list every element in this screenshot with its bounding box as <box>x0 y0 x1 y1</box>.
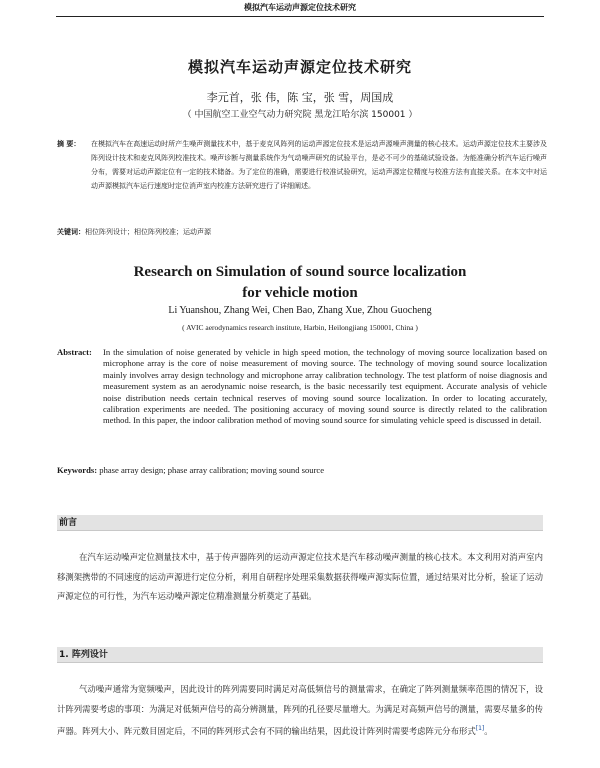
section-heading-intro: 前言 <box>57 515 543 531</box>
title-english <box>0 262 600 304</box>
abstract-chinese-label: 摘 要： <box>57 140 81 148</box>
affiliation-english: ( AVIC aerodynamics research institute, Harbin, Heilongjiang 150001, China ) <box>182 323 418 332</box>
section-heading-array-design: 1. 阵列设计 <box>57 647 543 663</box>
keywords-english-label: Keywords: <box>57 465 98 475</box>
citation-link[interactable]: [1] <box>475 725 485 732</box>
authors-english: Li Yuanshou, Zhang Wei, Chen Bao, Zhang Xue, Zhou Guocheng <box>168 305 432 316</box>
keywords-chinese-label: 关键词： <box>57 228 85 236</box>
abstract-chinese-text: 在模拟汽车在高速运动时所产生噪声测量技术中，基于麦克风阵列的运动声源定位技术是运动声源噪声测量的核心技术。运动声源定位技术主要涉及阵列设计技术和麦克风阵列校准技术。噪声诊断与测量系统作为气动噪声研究的试验平台，是必不可少的基础试验设备。为能准确分析汽车运行噪声分布，需要对运动声源定位有一定的技术储备。为了定位的准确，需要进行校准试验研究，运动声源定位精度与校准方法有直接关系。在本文中对运动声源模拟汽车运行速度时定位消声室内校准方法研究进行了详细阐述。 <box>91 140 547 190</box>
keywords-chinese <box>57 226 547 238</box>
authors-chinese: 李元首，张 伟，陈 宝，张 雪，周国成 <box>206 91 394 104</box>
intro-paragraph: 在汽车运动噪声定位测量技术中，基于传声器阵列的运动声源定位技术是汽车移动噪声测量的核心技术。本文利用对消声室内移测架携带的不同速度的运动声源进行定位分析，利用自研程序处理采集数据获得噪声源实际位置，通过结果对比分析，验证了运动声源定位的可行性，为汽车运动噪声源定位精准测量分析奠定了基础。 <box>57 552 543 601</box>
abstract-english-label: Abstract: <box>57 347 92 357</box>
abstract-chinese <box>57 137 547 193</box>
running-head: 模拟汽车运动声源定位技术研究 <box>56 0 544 17</box>
title-english-line2: for vehicle motion <box>242 285 358 301</box>
array-design-tail: 。 <box>484 725 493 736</box>
keywords-english-text: phase array design; phase array calibration; moving sound source <box>99 465 325 475</box>
title-chinese: 模拟汽车运动声源定位技术研究 <box>187 58 412 76</box>
array-design-text: 气动噪声通常为宽频噪声，因此设计的阵列需要同时满足对高低频信号的测量需求，在确定了阵列测量频率范围的情况下，设计阵列需要考虑的事项：为满足对低频声信号的高分辨测量，阵列的孔径要尽量增大。为满足对高频声信号的测量，需要尽量多的传声器。阵列大小、阵元数目固定后，不同的阵列形式会有不同的输出结果，因此设计阵列时需要考虑阵元分布形式 <box>57 684 543 736</box>
array-design-paragraph <box>57 680 543 741</box>
keywords-chinese-text: 相位阵列设计；相位阵列校准；运动声源 <box>85 228 211 236</box>
affiliation-chinese: （ 中国航空工业空气动力研究院 黑龙江哈尔滨 150001 ） <box>182 110 418 120</box>
title-english-line1: Research on Simulation of sound source localization <box>133 264 467 280</box>
keywords-english <box>57 465 547 476</box>
abstract-english-text: In the simulation of noise generated by vehicle in high speed motion, the technology of moving source localization based on microphone array is the core of noise measurement of moving source. The technology of moving sound source localization mainly involves array design technology and microphone array calibration technology. The test platform of noise diagnosis and measurement system as an aerodynamic noise research, is the basic necessarily test equipment. Accurate analysis of vehicle noise distribution needs certain technical reserves of moving sound source localization. In order to locating accurately, calibration experiments are needed. The positioning accuracy of moving sound source is directly related to the calibration method. In this paper, the indoor calibration method of moving sound source for simulating vehicle speed is discussed in detail. <box>103 347 547 426</box>
abstract-english <box>57 347 547 427</box>
